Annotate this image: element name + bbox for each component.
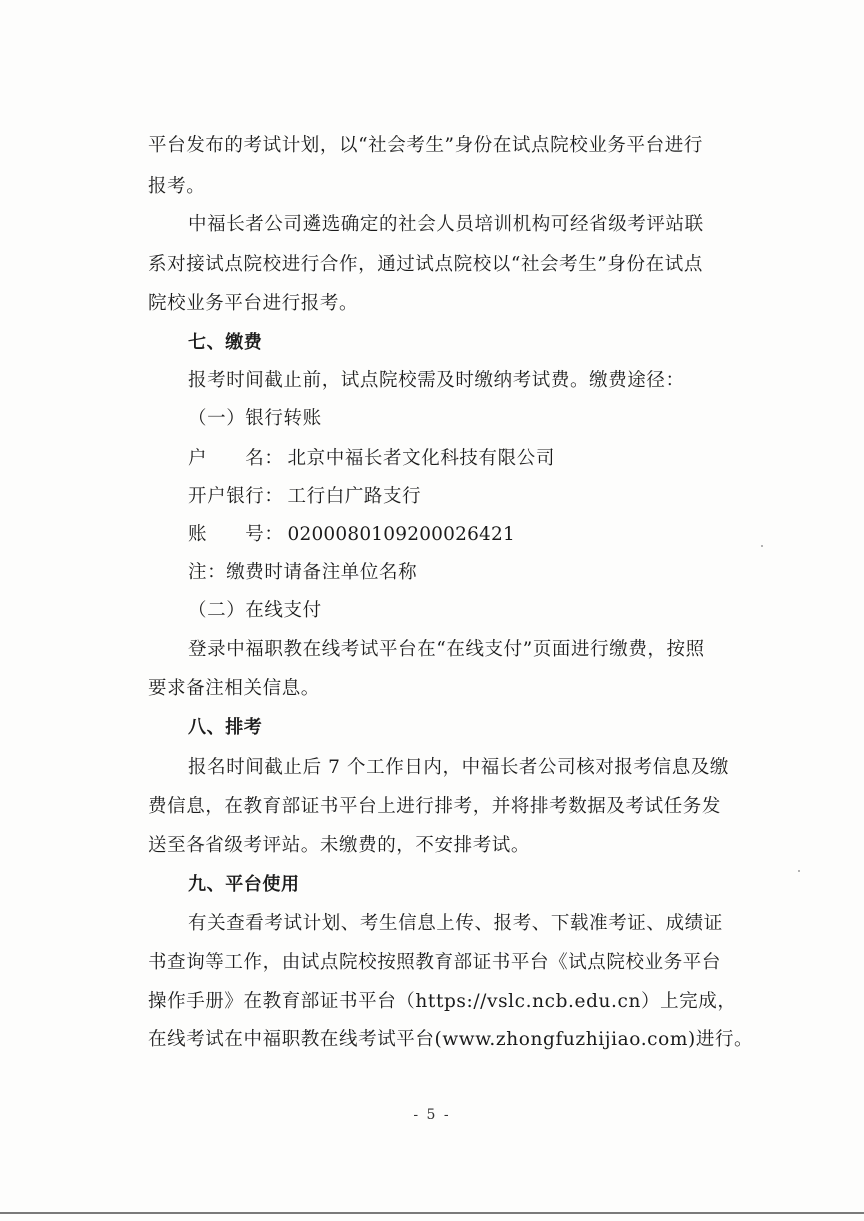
scan-edge-line: [0, 1212, 864, 1214]
paragraph-line: 报考时间截止前，试点院校需及时缴纳考试费。缴费途径：: [188, 370, 685, 391]
bank-label: 开户银行：: [188, 486, 284, 507]
bank-value: 工行白广路支行: [287, 486, 422, 507]
paragraph-line: 操作手册》在教育部证书平台（https://vslc.ncb.edu.cn）上完成，: [148, 991, 737, 1012]
paragraph-line: 书查询等工作，由试点院校按照教育部证书平台《试点院校业务平台: [148, 952, 722, 973]
paragraph-line: 要求备注相关信息。: [148, 678, 320, 699]
paragraph-line: 院校业务平台进行报考。: [148, 293, 359, 314]
subheading-online-payment: （二）在线支付: [188, 600, 322, 621]
section-heading-fee: 七、缴费: [188, 332, 263, 353]
paragraph-line: 报名时间截止后 7 个工作日内，中福长者公司核对报考信息及缴: [188, 757, 730, 778]
paragraph-line: 平台发布的考试计划，以“社会考生”身份在试点院校业务平台进行: [148, 135, 703, 156]
section-heading-platform: 九、平台使用: [188, 874, 300, 895]
paragraph-line: 报考。: [148, 176, 206, 197]
paragraph-line: 送至各省级考评站。未缴费的，不安排考试。: [148, 835, 531, 856]
paragraph-line: 在线考试在中福职教在线考试平台(www.zhongfuzhijiao.com)进行。: [148, 1029, 754, 1050]
paragraph-line: 系对接试点院校进行合作，通过试点院校以“社会考生”身份在试点: [148, 254, 703, 275]
scan-speck: [798, 870, 800, 872]
paragraph-line: 有关查看考试计划、考生信息上传、报考、下载准考证、成绩证: [188, 913, 723, 934]
paragraph-line: 登录中福职教在线考试平台在“在线支付”页面进行缴费，按照: [188, 639, 705, 660]
paragraph-line: 费信息，在教育部证书平台上进行排考，并将排考数据及考试任务发: [148, 796, 722, 817]
subheading-bank-transfer: （一）银行转账: [188, 408, 322, 429]
scan-speck: [761, 545, 763, 547]
account-number-value: 0200080109200026421: [287, 524, 515, 545]
account-number-row: [188, 526, 515, 545]
page-number: - 5 -: [413, 1107, 451, 1123]
bank-row: [188, 488, 421, 507]
account-name-value: 北京中福长者文化科技有限公司: [287, 448, 555, 469]
account-name-label: 户 名：: [188, 448, 284, 469]
account-number-label: 账 号：: [188, 524, 284, 545]
section-heading-scheduling: 八、排考: [188, 717, 263, 738]
paragraph-line: 中福长者公司遴选确定的社会人员培训机构可经省级考评站联: [188, 214, 704, 235]
account-name-row: [188, 450, 555, 469]
payment-note: 注：缴费时请备注单位名称: [188, 562, 418, 583]
